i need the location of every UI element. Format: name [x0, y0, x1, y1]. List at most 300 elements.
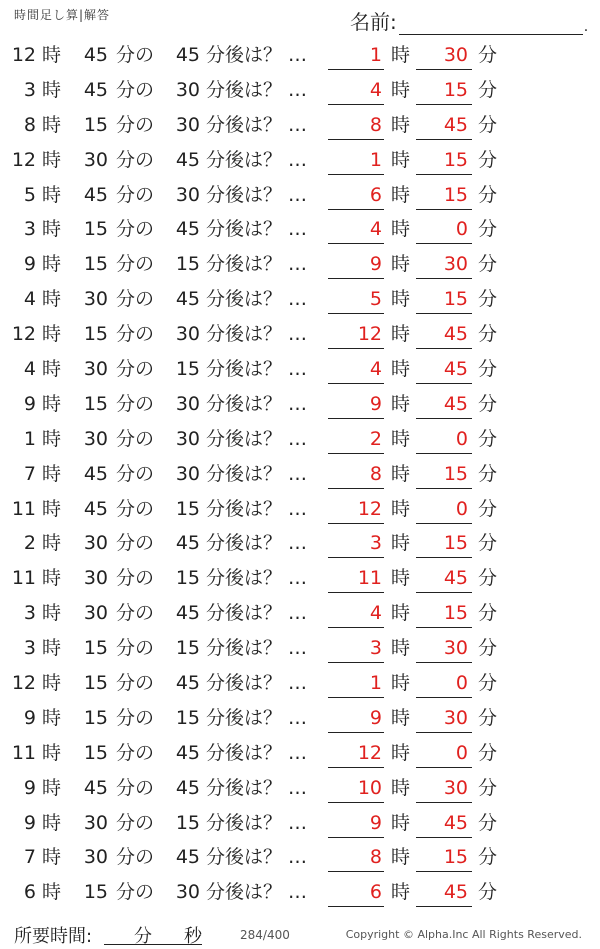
answer-minute-label: 分	[478, 183, 498, 206]
added-minutes: 30	[175, 392, 200, 415]
answer-hour-blank[interactable]	[328, 557, 384, 558]
answer-minute-label: 分	[478, 881, 498, 904]
problem-row	[0, 596, 600, 631]
minute-of-label: 分の	[116, 392, 155, 415]
answer-minute-label: 分	[478, 567, 498, 590]
added-minutes: 15	[175, 706, 200, 729]
start-minute: 45	[83, 497, 108, 520]
hour-label: 時	[42, 113, 62, 136]
answer-hour: 8	[369, 113, 382, 136]
answer-hour: 6	[369, 183, 382, 206]
answer-minute-blank[interactable]	[416, 802, 472, 803]
answer-minute-label: 分	[478, 672, 498, 695]
answer-hour-blank[interactable]	[328, 243, 384, 244]
start-hour: 12	[11, 323, 36, 346]
answer-minute-blank[interactable]	[416, 243, 472, 244]
answer-hour-label: 時	[391, 846, 411, 869]
answer-minute-blank[interactable]	[416, 383, 472, 384]
answer-hour-blank[interactable]	[328, 871, 384, 872]
start-hour: 12	[11, 148, 36, 171]
answer-minute-blank[interactable]	[416, 174, 472, 175]
minute-of-label: 分の	[116, 427, 155, 450]
hour-label: 時	[42, 776, 62, 799]
question-tail: 分後は？ …	[206, 497, 308, 520]
question-tail: 分後は？ …	[206, 288, 308, 311]
answer-hour-label: 時	[391, 218, 411, 241]
problem-row	[0, 352, 600, 387]
start-minute: 30	[83, 846, 108, 869]
answer-hour: 9	[369, 811, 382, 834]
added-minutes: 45	[175, 776, 200, 799]
start-hour: 7	[23, 462, 36, 485]
answer-minute-label: 分	[478, 532, 498, 555]
start-hour: 1	[23, 427, 36, 450]
answer-hour-blank[interactable]	[328, 662, 384, 663]
hour-label: 時	[42, 811, 62, 834]
answer-hour-label: 時	[391, 741, 411, 764]
hour-label: 時	[42, 288, 62, 311]
answer-hour: 6	[369, 881, 382, 904]
start-hour: 5	[23, 183, 36, 206]
answer-hour-label: 時	[391, 288, 411, 311]
start-hour: 9	[23, 392, 36, 415]
hour-label: 時	[42, 253, 62, 276]
problem-row	[0, 282, 600, 317]
hour-label: 時	[42, 706, 62, 729]
minute-of-label: 分の	[116, 462, 155, 485]
start-minute: 30	[83, 427, 108, 450]
answer-minute-label: 分	[478, 776, 498, 799]
question-tail: 分後は？ …	[206, 776, 308, 799]
added-minutes: 30	[175, 427, 200, 450]
answer-minute-blank[interactable]	[416, 732, 472, 733]
minute-of-label: 分の	[116, 706, 155, 729]
start-minute: 45	[83, 183, 108, 206]
question-tail: 分後は？ …	[206, 846, 308, 869]
problem-row	[0, 875, 600, 910]
minute-of-label: 分の	[116, 183, 155, 206]
name-blank[interactable]	[399, 12, 583, 35]
question-tail: 分後は？ …	[206, 427, 308, 450]
answer-minute-label: 分	[478, 427, 498, 450]
added-minutes: 15	[175, 811, 200, 834]
added-minutes: 45	[175, 672, 200, 695]
answer-minute: 15	[443, 183, 468, 206]
hour-label: 時	[42, 78, 62, 101]
problem-row	[0, 666, 600, 701]
question-tail: 分後は？ …	[206, 113, 308, 136]
answer-minute: 0	[455, 427, 468, 450]
question-tail: 分後は？ …	[206, 567, 308, 590]
minute-of-label: 分の	[116, 113, 155, 136]
answer-minute: 45	[443, 358, 468, 381]
start-minute: 30	[83, 288, 108, 311]
added-minutes: 15	[175, 497, 200, 520]
start-minute: 15	[83, 218, 108, 241]
time-required-label: 所要時間:	[14, 926, 93, 947]
answer-minute-blank[interactable]	[416, 906, 472, 907]
answer-minute-blank[interactable]	[416, 453, 472, 454]
added-minutes: 45	[175, 741, 200, 764]
answer-minute: 15	[443, 532, 468, 555]
answer-hour: 10	[357, 776, 382, 799]
answer-hour: 2	[369, 427, 382, 450]
hour-label: 時	[42, 672, 62, 695]
problem-row	[0, 422, 600, 457]
answer-hour-blank[interactable]	[328, 697, 384, 698]
problem-row	[0, 178, 600, 213]
minute-of-label: 分の	[116, 532, 155, 555]
question-tail: 分後は？ …	[206, 78, 308, 101]
answer-minute-blank[interactable]	[416, 592, 472, 593]
answer-hour-blank[interactable]	[328, 348, 384, 349]
answer-hour-label: 時	[391, 148, 411, 171]
answer-minute-blank[interactable]	[416, 627, 472, 628]
problem-row	[0, 38, 600, 73]
start-hour: 3	[23, 602, 36, 625]
answer-minute-blank[interactable]	[416, 767, 472, 768]
start-minute: 30	[83, 811, 108, 834]
question-tail: 分後は？ …	[206, 706, 308, 729]
added-minutes: 45	[175, 148, 200, 171]
answer-minute-label: 分	[478, 811, 498, 834]
start-hour: 7	[23, 846, 36, 869]
problem-row	[0, 631, 600, 666]
start-hour: 9	[23, 253, 36, 276]
copyright: Copyright © Alpha.Inc All Rights Reserved.	[345, 928, 582, 941]
answer-minute-label: 分	[478, 218, 498, 241]
answer-hour-blank[interactable]	[328, 453, 384, 454]
start-hour: 11	[11, 567, 36, 590]
hour-label: 時	[42, 44, 62, 66]
answer-hour-blank[interactable]	[328, 906, 384, 907]
answer-minute-blank[interactable]	[416, 557, 472, 558]
question-tail: 分後は？ …	[206, 148, 308, 171]
minute-of-label: 分の	[116, 881, 155, 904]
answer-minute-blank[interactable]	[416, 662, 472, 663]
answer-minute-label: 分	[478, 846, 498, 869]
answer-hour-blank[interactable]	[328, 383, 384, 384]
answer-minute: 45	[443, 567, 468, 590]
worksheet-title: 時間足し算|解答	[14, 8, 111, 22]
minute-of-label: 分の	[116, 288, 155, 311]
start-hour: 9	[23, 776, 36, 799]
answer-minute-blank[interactable]	[416, 488, 472, 489]
answer-minute-blank[interactable]	[416, 69, 472, 70]
answer-minute-blank[interactable]	[416, 313, 472, 314]
start-minute: 30	[83, 148, 108, 171]
question-tail: 分後は？ …	[206, 532, 308, 555]
question-tail: 分後は？ …	[206, 811, 308, 834]
answer-hour-label: 時	[391, 532, 411, 555]
minute-of-label: 分の	[116, 323, 155, 346]
added-minutes: 15	[175, 358, 200, 381]
problem-row	[0, 771, 600, 806]
answer-minute-label: 分	[478, 113, 498, 136]
answer-minute: 0	[455, 497, 468, 520]
question-tail: 分後は？ …	[206, 637, 308, 660]
answer-minute-blank[interactable]	[416, 697, 472, 698]
answer-minute-label: 分	[478, 706, 498, 729]
hour-label: 時	[42, 427, 62, 450]
hour-label: 時	[42, 532, 62, 555]
start-hour: 11	[11, 497, 36, 520]
minute-of-label: 分の	[116, 637, 155, 660]
answer-hour-blank[interactable]	[328, 523, 384, 524]
minute-of-label: 分の	[116, 811, 155, 834]
answer-hour: 12	[357, 741, 382, 764]
question-tail: 分後は？ …	[206, 602, 308, 625]
answer-hour-blank[interactable]	[328, 627, 384, 628]
answer-minute: 15	[443, 846, 468, 869]
question-tail: 分後は？ …	[206, 462, 308, 485]
start-hour: 9	[23, 706, 36, 729]
hour-label: 時	[42, 462, 62, 485]
problem-row	[0, 806, 600, 841]
answer-minute-blank[interactable]	[416, 418, 472, 419]
added-minutes: 45	[175, 218, 200, 241]
problem-row	[0, 561, 600, 596]
answer-minute-blank[interactable]	[416, 837, 472, 838]
name-label: 名前:	[350, 10, 397, 34]
hour-label: 時	[42, 602, 62, 625]
start-minute: 45	[83, 776, 108, 799]
answer-hour-blank[interactable]	[328, 104, 384, 105]
answer-minute-label: 分	[478, 637, 498, 660]
minute-of-label: 分の	[116, 741, 155, 764]
added-minutes: 15	[175, 253, 200, 276]
problem-row	[0, 317, 600, 352]
question-tail: 分後は？ …	[206, 183, 308, 206]
answer-minute: 15	[443, 148, 468, 171]
added-minutes: 45	[175, 44, 200, 66]
hour-label: 時	[42, 148, 62, 171]
answer-hour: 12	[357, 323, 382, 346]
answer-hour: 9	[369, 706, 382, 729]
start-hour: 3	[23, 218, 36, 241]
question-tail: 分後は？ …	[206, 253, 308, 276]
problem-list	[0, 38, 600, 910]
answer-hour-label: 時	[391, 462, 411, 485]
answer-hour-label: 時	[391, 113, 411, 136]
added-minutes: 30	[175, 78, 200, 101]
minute-of-label: 分の	[116, 78, 155, 101]
start-hour: 4	[23, 358, 36, 381]
start-minute: 15	[83, 637, 108, 660]
answer-hour: 4	[369, 358, 382, 381]
added-minutes: 45	[175, 846, 200, 869]
hour-label: 時	[42, 881, 62, 904]
answer-hour-label: 時	[391, 567, 411, 590]
hour-label: 時	[42, 846, 62, 869]
answer-hour-blank[interactable]	[328, 209, 384, 210]
question-tail: 分後は？ …	[206, 323, 308, 346]
answer-minute: 0	[455, 218, 468, 241]
answer-minute-blank[interactable]	[416, 871, 472, 872]
answer-minute: 45	[443, 811, 468, 834]
hour-label: 時	[42, 323, 62, 346]
start-hour: 2	[23, 532, 36, 555]
problem-row	[0, 492, 600, 527]
answer-hour-blank[interactable]	[328, 592, 384, 593]
answer-minute: 15	[443, 288, 468, 311]
added-minutes: 30	[175, 462, 200, 485]
answer-minute-blank[interactable]	[416, 209, 472, 210]
answer-hour-blank[interactable]	[328, 174, 384, 175]
hour-label: 時	[42, 183, 62, 206]
answer-minute: 30	[443, 706, 468, 729]
answer-hour-label: 時	[391, 44, 411, 66]
minute-of-label: 分の	[116, 148, 155, 171]
problem-row	[0, 212, 600, 247]
question-tail: 分後は？ …	[206, 392, 308, 415]
added-minutes: 45	[175, 602, 200, 625]
start-minute: 30	[83, 358, 108, 381]
start-hour: 12	[11, 672, 36, 695]
start-minute: 15	[83, 706, 108, 729]
answer-minute-blank[interactable]	[416, 139, 472, 140]
answer-minute: 30	[443, 253, 468, 276]
answer-hour-label: 時	[391, 602, 411, 625]
answer-minute-label: 分	[478, 288, 498, 311]
minute-of-label: 分の	[116, 602, 155, 625]
answer-hour-label: 時	[391, 672, 411, 695]
hour-label: 時	[42, 741, 62, 764]
hour-label: 時	[42, 218, 62, 241]
added-minutes: 30	[175, 113, 200, 136]
page-number: 284/400	[240, 928, 290, 942]
answer-minute-label: 分	[478, 392, 498, 415]
answer-minute-blank[interactable]	[416, 348, 472, 349]
problem-row	[0, 526, 600, 561]
answer-hour-label: 時	[391, 776, 411, 799]
minute-of-label: 分の	[116, 358, 155, 381]
answer-minute-blank[interactable]	[416, 104, 472, 105]
answer-hour-label: 時	[391, 253, 411, 276]
added-minutes: 30	[175, 881, 200, 904]
answer-hour-blank[interactable]	[328, 278, 384, 279]
answer-minute: 15	[443, 462, 468, 485]
start-minute: 15	[83, 113, 108, 136]
answer-minute: 30	[443, 637, 468, 660]
problem-row	[0, 108, 600, 143]
answer-hour-label: 時	[391, 427, 411, 450]
start-hour: 12	[11, 44, 36, 66]
answer-hour: 4	[369, 602, 382, 625]
answer-minute-label: 分	[478, 44, 498, 66]
hour-label: 時	[42, 497, 62, 520]
answer-hour-blank[interactable]	[328, 488, 384, 489]
start-minute: 30	[83, 532, 108, 555]
answer-hour-blank[interactable]	[328, 139, 384, 140]
answer-hour: 8	[369, 462, 382, 485]
start-minute: 15	[83, 253, 108, 276]
answer-hour: 4	[369, 78, 382, 101]
answer-minute: 45	[443, 323, 468, 346]
answer-minute-blank[interactable]	[416, 523, 472, 524]
problem-row	[0, 143, 600, 178]
answer-hour: 3	[369, 532, 382, 555]
answer-minute: 0	[455, 741, 468, 764]
problem-row	[0, 457, 600, 492]
answer-hour-label: 時	[391, 881, 411, 904]
hour-label: 時	[42, 567, 62, 590]
problem-row	[0, 701, 600, 736]
start-minute: 15	[83, 881, 108, 904]
start-minute: 30	[83, 567, 108, 590]
hour-label: 時	[42, 637, 62, 660]
answer-minute: 0	[455, 672, 468, 695]
added-minutes: 15	[175, 637, 200, 660]
start-hour: 3	[23, 637, 36, 660]
added-minutes: 45	[175, 532, 200, 555]
answer-hour: 5	[369, 288, 382, 311]
start-hour: 9	[23, 811, 36, 834]
minute-of-label: 分の	[116, 218, 155, 241]
answer-minute-label: 分	[478, 78, 498, 101]
answer-hour-label: 時	[391, 706, 411, 729]
minute-unit: 分	[134, 926, 152, 947]
answer-hour-blank[interactable]	[328, 837, 384, 838]
answer-hour-label: 時	[391, 183, 411, 206]
added-minutes: 45	[175, 288, 200, 311]
name-dot: .	[583, 19, 589, 35]
start-minute: 30	[83, 602, 108, 625]
start-hour: 6	[23, 881, 36, 904]
start-hour: 4	[23, 288, 36, 311]
start-minute: 45	[83, 462, 108, 485]
question-tail: 分後は？ …	[206, 741, 308, 764]
answer-hour-label: 時	[391, 358, 411, 381]
answer-minute-blank[interactable]	[416, 278, 472, 279]
minute-of-label: 分の	[116, 44, 155, 66]
problem-row	[0, 247, 600, 282]
answer-minute-label: 分	[478, 358, 498, 381]
answer-minute: 45	[443, 392, 468, 415]
answer-hour-label: 時	[391, 811, 411, 834]
problem-row	[0, 736, 600, 771]
answer-hour-label: 時	[391, 392, 411, 415]
answer-hour-label: 時	[391, 323, 411, 346]
answer-hour: 9	[369, 253, 382, 276]
minute-of-label: 分の	[116, 776, 155, 799]
answer-minute: 45	[443, 881, 468, 904]
start-minute: 15	[83, 323, 108, 346]
answer-hour: 11	[357, 567, 382, 590]
minute-of-label: 分の	[116, 567, 155, 590]
answer-hour-blank[interactable]	[328, 313, 384, 314]
answer-minute: 30	[443, 44, 468, 66]
answer-hour-blank[interactable]	[328, 802, 384, 803]
problem-row	[0, 73, 600, 108]
second-unit: 秒	[184, 926, 202, 947]
answer-hour-blank[interactable]	[328, 69, 384, 70]
answer-minute-label: 分	[478, 741, 498, 764]
answer-minute-label: 分	[478, 323, 498, 346]
answer-minute-label: 分	[478, 497, 498, 520]
answer-minute: 15	[443, 78, 468, 101]
answer-hour: 1	[369, 44, 382, 66]
answer-hour: 4	[369, 218, 382, 241]
start-minute: 45	[83, 44, 108, 66]
answer-minute-label: 分	[478, 462, 498, 485]
answer-hour-blank[interactable]	[328, 767, 384, 768]
answer-minute: 30	[443, 776, 468, 799]
hour-label: 時	[42, 358, 62, 381]
start-hour: 8	[23, 113, 36, 136]
answer-hour-blank[interactable]	[328, 732, 384, 733]
answer-hour-blank[interactable]	[328, 418, 384, 419]
